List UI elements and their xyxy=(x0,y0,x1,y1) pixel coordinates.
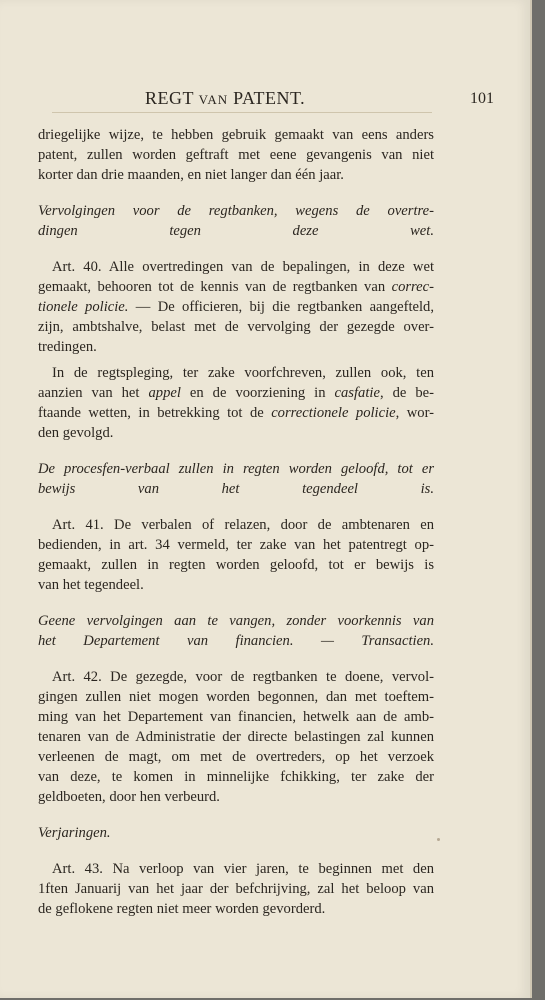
paragraph-line xyxy=(38,383,434,403)
text-line: korter dan drie maanden, en niet langer dan één jaar. xyxy=(38,167,344,183)
article-41-line: Art. 41. De verbalen of relazen, door de ambtenaren en xyxy=(52,517,434,533)
article-41-line: van het tegendeel. xyxy=(38,577,144,593)
section-heading: dingen tegen deze wet. xyxy=(38,223,434,239)
article-43-line: de geflokene regten niet meer worden gevorderd. xyxy=(38,901,326,917)
text-span: — De officieren, bij die regtbanken aangefteld, xyxy=(128,299,434,315)
italic-term: appel xyxy=(148,385,181,401)
article-43-line: Art. 43. Na verloop van vier jaren, te beginnen met den xyxy=(52,861,434,877)
article-41-line: bedienden, in art. 34 vermeld, ter zake van het patentregt op- xyxy=(38,537,434,553)
section-heading: Verjaringen. xyxy=(38,825,111,841)
text-span: en de voorziening in xyxy=(180,385,335,401)
italic-term: tionele policie. xyxy=(38,299,129,315)
paragraph-line: In de regtspleging, ter zake voorfchreven, zullen ook, ten xyxy=(52,365,434,381)
text-span: , wor- xyxy=(395,405,434,421)
page-number: 101 xyxy=(470,90,494,107)
article-40-line: Art. 40. Alle overtredingen van de bepalingen, in deze wet xyxy=(52,259,434,275)
text-span: aanzien van het xyxy=(38,385,149,401)
italic-term: correctionele policie xyxy=(271,405,396,421)
section-heading: Vervolgingen voor de regtbanken, wegens de overtre- xyxy=(38,203,434,219)
section-heading: Geene vervolgingen aan te vangen, zonder voorkennis van xyxy=(38,613,434,629)
article-40-line xyxy=(38,297,434,317)
title-word-patent: PATENT. xyxy=(233,88,306,108)
italic-term: casfatie xyxy=(334,385,380,401)
title-word-van: VAN xyxy=(198,92,229,107)
running-head-title xyxy=(145,88,305,109)
text-span: , de be- xyxy=(379,385,434,401)
article-40-line xyxy=(38,277,434,297)
article-42-line: ming van het Departement van financien, hetwelk aan de amb- xyxy=(38,709,434,725)
article-40-line: zijn, ambtshalve, belast met de vervolging der gezegde over- xyxy=(38,319,434,335)
article-42-line: tenaren van de Administratie der directe belastingen zal kunnen xyxy=(38,729,434,745)
article-43-line: 1ften Januarij van het jaar der befchrijving, zal het beloop van xyxy=(38,881,434,897)
italic-term: correc- xyxy=(391,279,434,295)
article-42-line: Art. 42. De gezegde, voor de regtbanken te doene, vervol- xyxy=(52,669,434,685)
section-heading: De procesfen-verbaal zullen in regten worden geloofd, tot er xyxy=(38,461,434,477)
text-span: ftaande wetten, in betrekking tot de xyxy=(38,405,272,421)
article-42-line: van deze, te komen in minnelijke fchikking, ter zake der xyxy=(38,769,434,785)
ink-speck xyxy=(437,838,440,841)
header-rule xyxy=(52,112,432,113)
article-40-line: tredingen. xyxy=(38,339,97,355)
running-head xyxy=(0,88,530,112)
article-42-line: gingen zullen niet mogen worden begonnen, dan met toeftem- xyxy=(38,689,434,705)
section-heading: het Departement van financien. — Transactien. xyxy=(38,633,434,649)
article-42-line: verleenen de magt, om met de overtreders, op het verzoek xyxy=(38,749,434,765)
section-heading: bewijs van het tegendeel is. xyxy=(38,481,434,497)
paragraph-line: den gevolgd. xyxy=(38,425,114,441)
article-42-line: geldboeten, door hen verbeurd. xyxy=(38,789,220,805)
text-line: patent, zullen worden geftraft met eene gevangenis van niet xyxy=(38,147,434,163)
title-word-regt: REGT xyxy=(145,88,194,108)
paragraph-line xyxy=(38,403,434,423)
text-line: driegelijke wijze, te hebben gebruik gemaakt van eens anders xyxy=(38,127,434,143)
article-41-line: gemaakt, zullen in regten worden geloofd, tot er bewijs is xyxy=(38,557,434,573)
page-body xyxy=(38,115,434,919)
text-span: gemaakt, behooren tot de kennis van de regtbanken van xyxy=(38,279,392,295)
